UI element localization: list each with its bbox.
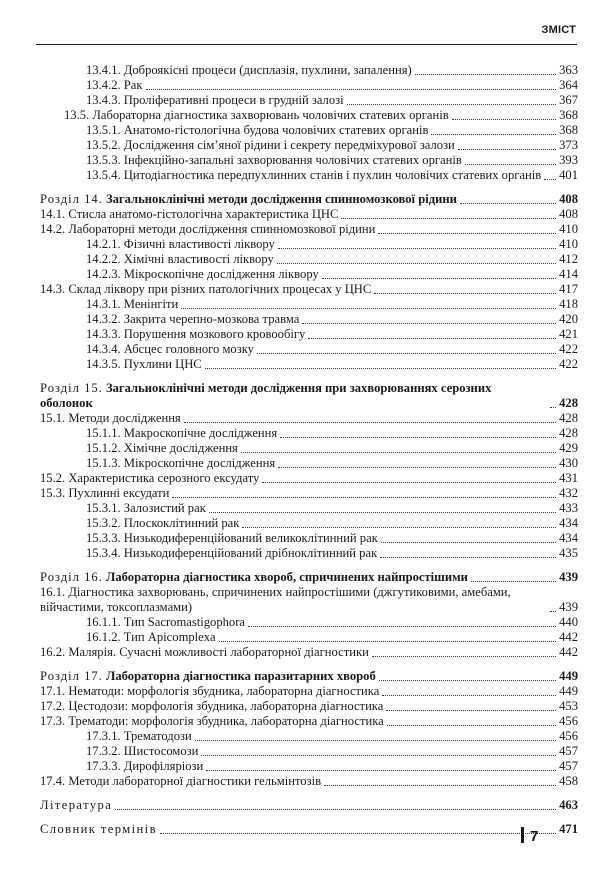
dot-leader	[115, 809, 556, 810]
chapter-title: Загальноклінічні методи дослідження спинномозкової рідини	[105, 192, 457, 206]
toc-entry-title: 13.5. Лабораторна діагностика захворювань чоловічих статевих органів	[64, 108, 449, 122]
toc-page-number: 401	[559, 168, 578, 182]
toc-entry-title: 13.5.3. Інфекційно-запальні захворювання чоловічих статевих органів	[86, 153, 462, 167]
toc-page-number: 393	[559, 153, 578, 167]
chapter-title: Лабораторна діагностика паразитарних хвороб	[105, 669, 376, 683]
dot-leader	[146, 89, 557, 90]
toc-entry[interactable]	[40, 531, 578, 546]
toc-page-number: 442	[559, 630, 578, 644]
dot-leader	[257, 353, 556, 354]
dot-leader	[431, 134, 556, 135]
toc-page-number: 364	[559, 78, 578, 92]
toc-page-number: 439	[559, 600, 578, 614]
toc-entry[interactable]	[40, 63, 578, 78]
toc-entry[interactable]	[40, 645, 578, 660]
toc-chapter-entry[interactable]	[40, 381, 578, 411]
toc-entry[interactable]	[40, 441, 578, 456]
dot-leader	[379, 680, 556, 681]
toc-page-number: 429	[559, 441, 578, 455]
toc-entry[interactable]	[40, 267, 578, 282]
toc-entry-title: 15.1.3. Мікроскопічне дослідження	[86, 456, 276, 470]
toc-entry-title: 16.2. Малярія. Сучасні можливості лабораторної діагностики	[40, 645, 369, 659]
toc-entry-title: 13.4.3. Проліферативні процеси в грудній залозі	[86, 93, 344, 107]
dot-leader	[347, 104, 557, 105]
toc-page-number: 471	[559, 822, 578, 836]
toc-entry-title	[40, 381, 547, 411]
dot-leader	[380, 557, 556, 558]
dot-leader	[201, 755, 556, 756]
section-gap	[40, 789, 578, 798]
toc-entry-title: 17.1. Нематоди: морфологія збудника, лабораторна діагностика	[40, 684, 380, 698]
toc-backmatter-entry[interactable]	[40, 822, 578, 837]
toc-entry-title: 14.3.3. Порушення мозкового кровообігу	[86, 327, 306, 341]
toc-page-number: 408	[559, 192, 578, 206]
dot-leader	[172, 497, 556, 498]
toc-entry-title: 17.2. Цестодози: морфологія збудника, лабораторна діагностика	[40, 699, 384, 713]
toc-page-number: 418	[559, 297, 578, 311]
dot-leader	[248, 626, 556, 627]
toc-page-number: 431	[559, 471, 578, 485]
toc-entry-title: 15.3.1. Залозистий рак	[86, 501, 206, 515]
toc-entry-title: 14.3.4. Абсцес головного мозку	[86, 342, 254, 356]
dot-leader	[322, 278, 556, 279]
toc-entry-title: 13.4.1. Доброякісні процеси (дисплазія, пухлини, запалення)	[86, 63, 412, 77]
dot-leader	[471, 581, 556, 582]
toc-entry[interactable]	[40, 168, 578, 183]
toc-page-number: 408	[559, 207, 578, 221]
toc-entry[interactable]	[40, 327, 578, 342]
toc-page-number: 422	[559, 357, 578, 371]
toc-entry-title: 15.3.2. Плоскоклітинний рак	[86, 516, 240, 530]
toc-entry[interactable]	[40, 282, 578, 297]
toc-entry-title: 17.3. Трематоди: морфологія збудника, лабораторна діагностика	[40, 714, 384, 728]
dot-leader	[374, 293, 556, 294]
dot-leader	[277, 263, 556, 264]
toc-entry[interactable]	[40, 729, 578, 744]
toc-page-number: 453	[559, 699, 578, 713]
toc-entry[interactable]	[40, 312, 578, 327]
toc-entry[interactable]	[40, 759, 578, 774]
toc-entry[interactable]	[40, 486, 578, 501]
dot-leader	[460, 203, 556, 204]
toc-entry[interactable]	[40, 138, 578, 153]
toc-entry[interactable]	[40, 516, 578, 531]
toc-entry[interactable]	[40, 615, 578, 630]
header-divider	[36, 44, 577, 45]
toc-page-number: 434	[559, 531, 578, 545]
toc-page-number: 412	[559, 252, 578, 266]
section-gap	[40, 372, 578, 381]
toc-page-number: 421	[559, 327, 578, 341]
toc-entry-title: 14.3. Склад ліквору при різних патологічних процесах у ЦНС	[40, 282, 372, 296]
dot-leader	[544, 179, 556, 180]
toc-page-number: 442	[559, 645, 578, 659]
toc-entry[interactable]	[40, 774, 578, 789]
toc-entry[interactable]	[40, 78, 578, 93]
toc-page-number: 428	[559, 396, 578, 410]
toc-page-number: 440	[559, 615, 578, 629]
toc-entry[interactable]	[40, 252, 578, 267]
toc-entry[interactable]	[40, 546, 578, 561]
toc-page-number: 428	[559, 426, 578, 440]
toc-entry-title: 14.3.1. Менінгіти	[86, 297, 179, 311]
toc-entry[interactable]	[40, 357, 578, 372]
toc-entry[interactable]	[40, 153, 578, 168]
section-gap	[40, 183, 578, 192]
toc-entry[interactable]	[40, 123, 578, 138]
dot-leader	[382, 695, 556, 696]
dot-leader	[550, 611, 556, 612]
toc-entry-title: 14.3.5. Пухлини ЦНС	[86, 357, 202, 371]
toc-entry-title: 17.3.1. Трематодози	[86, 729, 192, 743]
dot-leader	[324, 785, 556, 786]
chapter-label: Розділ 15.	[40, 381, 103, 395]
dot-leader	[415, 74, 556, 75]
dot-leader	[209, 512, 556, 513]
toc-entry-title: 17.3.3. Дирофіляріози	[86, 759, 204, 773]
toc-chapter-entry[interactable]	[40, 570, 578, 585]
toc-page-number: 414	[559, 267, 578, 281]
chapter-label: Розділ 14.	[40, 192, 103, 206]
toc-entry[interactable]	[40, 501, 578, 516]
toc-page-number: 432	[559, 486, 578, 500]
dot-leader	[280, 437, 556, 438]
toc-entry-title: 13.4.2. Рак	[86, 78, 143, 92]
page-number: 7	[530, 828, 539, 845]
toc-entry-title: 17.3.2. Шистосомози	[86, 744, 199, 758]
dot-leader	[386, 710, 556, 711]
dot-leader	[195, 740, 556, 741]
toc-page-number: 373	[559, 138, 578, 152]
dot-leader	[550, 407, 556, 408]
toc-page-number: 434	[559, 516, 578, 530]
toc-entry[interactable]	[40, 237, 578, 252]
dot-leader	[205, 368, 556, 369]
toc-entry-title: 14.2.2. Хімічні властивості ліквору	[86, 252, 274, 266]
chapter-title: Лабораторна діагностика хвороб, спричинених найпростішими	[105, 570, 468, 584]
dot-leader	[308, 338, 556, 339]
toc-entry-title: 15.3. Пухлинні ексудати	[40, 486, 170, 500]
toc-entry[interactable]	[40, 684, 578, 699]
toc-backmatter-entry[interactable]	[40, 798, 578, 813]
dot-leader	[262, 482, 556, 483]
toc-entry-title	[40, 192, 457, 207]
dot-leader	[372, 656, 556, 657]
toc-entry-title: 15.3.3. Низькодиференційований великоклітинний рак	[86, 531, 378, 545]
toc-page-number: 430	[559, 456, 578, 470]
toc-page-number: 417	[559, 282, 578, 296]
page-footer	[521, 827, 538, 845]
dot-leader	[181, 308, 556, 309]
toc-entry[interactable]	[40, 426, 578, 441]
dot-leader	[387, 725, 556, 726]
toc-page-number: 368	[559, 108, 578, 122]
dot-leader	[378, 233, 556, 234]
toc-entry[interactable]	[40, 207, 578, 222]
toc-page-number: 457	[559, 744, 578, 758]
toc-entry-title: 17.4. Методи лабораторної діагностики гельмінтозів	[40, 774, 322, 788]
toc-entry[interactable]	[40, 699, 578, 714]
dot-leader	[160, 833, 556, 834]
toc-entry[interactable]	[40, 342, 578, 357]
toc-page-number: 368	[559, 123, 578, 137]
toc-page-number: 449	[559, 684, 578, 698]
chapter-title: Загальноклінічні методи дослідження при захворюваннях серозних оболонок	[40, 381, 492, 410]
toc-entry-title: 15.1.2. Хімічне дослідження	[86, 441, 238, 455]
toc-page-number: 433	[559, 501, 578, 515]
dot-leader	[341, 218, 556, 219]
dot-leader	[278, 248, 556, 249]
toc-page-number: 410	[559, 222, 578, 236]
toc-page-number: 420	[559, 312, 578, 326]
toc-chapter-entry[interactable]	[40, 669, 578, 684]
dot-leader	[465, 164, 556, 165]
toc-page-number: 428	[559, 411, 578, 425]
toc-entry-title: Література	[40, 798, 113, 812]
toc-entry-title: 13.5.4. Цитодіагностика передпухлинних станів і пухлин чоловічих статевих органів	[86, 168, 542, 182]
toc-entry[interactable]	[40, 222, 578, 237]
toc-page-number: 449	[559, 669, 578, 683]
toc-entry-title: 16.1. Діагностика захворювань, спричинених найпростішими (джгутиковими, амебами, війчастими, токсоплазмами)	[40, 585, 511, 614]
toc-entry-title: 14.2.1. Фізичні властивості ліквору	[86, 237, 275, 251]
toc-entry[interactable]	[40, 471, 578, 486]
chapter-label: Розділ 17.	[40, 669, 103, 683]
toc-page-number: 367	[559, 93, 578, 107]
toc-entry-title: 14.3.2. Закрита черепно-мозкова травма	[86, 312, 300, 326]
toc-page-number: 435	[559, 546, 578, 560]
dot-leader	[241, 452, 556, 453]
section-gap	[40, 561, 578, 570]
toc-entry-title: 16.1.1. Тип Sacromastigophora	[86, 615, 246, 629]
toc-entry[interactable]	[40, 456, 578, 471]
toc-page-number: 410	[559, 237, 578, 251]
dot-leader	[458, 149, 556, 150]
toc-entry-title: 14.2. Лабораторні методи дослідження спинномозкової рідини	[40, 222, 376, 236]
running-header-title: ЗМІСТ	[541, 24, 576, 36]
toc-entry-title: 14.2.3. Мікроскопічне дослідження ліквору	[86, 267, 319, 281]
toc-entry[interactable]	[40, 93, 578, 108]
toc-entry-title: 16.1.2. Тип Apicomplexa	[86, 630, 216, 644]
toc-entry-title: 13.5.1. Анатомо-гістологічна будова чоловічих статевих органів	[86, 123, 429, 137]
toc-entry[interactable]	[40, 108, 578, 123]
table-of-contents	[40, 63, 578, 837]
toc-entry[interactable]	[40, 744, 578, 759]
dot-leader	[302, 323, 556, 324]
toc-entry-title	[40, 570, 468, 585]
toc-entry[interactable]	[40, 585, 578, 615]
dot-leader	[278, 467, 556, 468]
toc-entry[interactable]	[40, 630, 578, 645]
toc-entry[interactable]	[40, 714, 578, 729]
toc-entry[interactable]	[40, 411, 578, 426]
dot-leader	[452, 119, 556, 120]
dot-leader	[206, 770, 556, 771]
toc-page-number: 457	[559, 759, 578, 773]
toc-chapter-entry[interactable]	[40, 192, 578, 207]
toc-entry-title: 15.3.4. Низькодиференційований дрібноклітинний рак	[86, 546, 378, 560]
toc-page-number: 456	[559, 729, 578, 743]
dot-leader	[184, 422, 556, 423]
toc-entry[interactable]	[40, 297, 578, 312]
toc-page-number: 363	[559, 63, 578, 77]
dot-leader	[219, 641, 556, 642]
toc-entry-title: 14.1. Стисла анатомо-гістологічна характеристика ЦНС	[40, 207, 339, 221]
toc-entry-title: 15.1.1. Макроскопічне дослідження	[86, 426, 278, 440]
section-gap	[40, 660, 578, 669]
toc-page-number: 458	[559, 774, 578, 788]
toc-entry-title: 15.1. Методи дослідження	[40, 411, 181, 425]
chapter-label: Розділ 16.	[40, 570, 103, 584]
toc-page-number: 463	[559, 798, 578, 812]
toc-entry-title: 13.5.2. Дослідження сім’яної рідини і секрету передміхурової залози	[86, 138, 455, 152]
dot-leader	[242, 527, 556, 528]
dot-leader	[381, 542, 556, 543]
toc-entry-title	[40, 669, 376, 684]
page-number-bar	[521, 827, 524, 843]
toc-page-number: 456	[559, 714, 578, 728]
toc-entry-title: 15.2. Характеристика серозного ексудату	[40, 471, 260, 485]
toc-entry-title: Словник термінів	[40, 822, 157, 836]
section-gap	[40, 813, 578, 822]
toc-page-number: 422	[559, 342, 578, 356]
toc-page-number: 439	[559, 570, 578, 584]
